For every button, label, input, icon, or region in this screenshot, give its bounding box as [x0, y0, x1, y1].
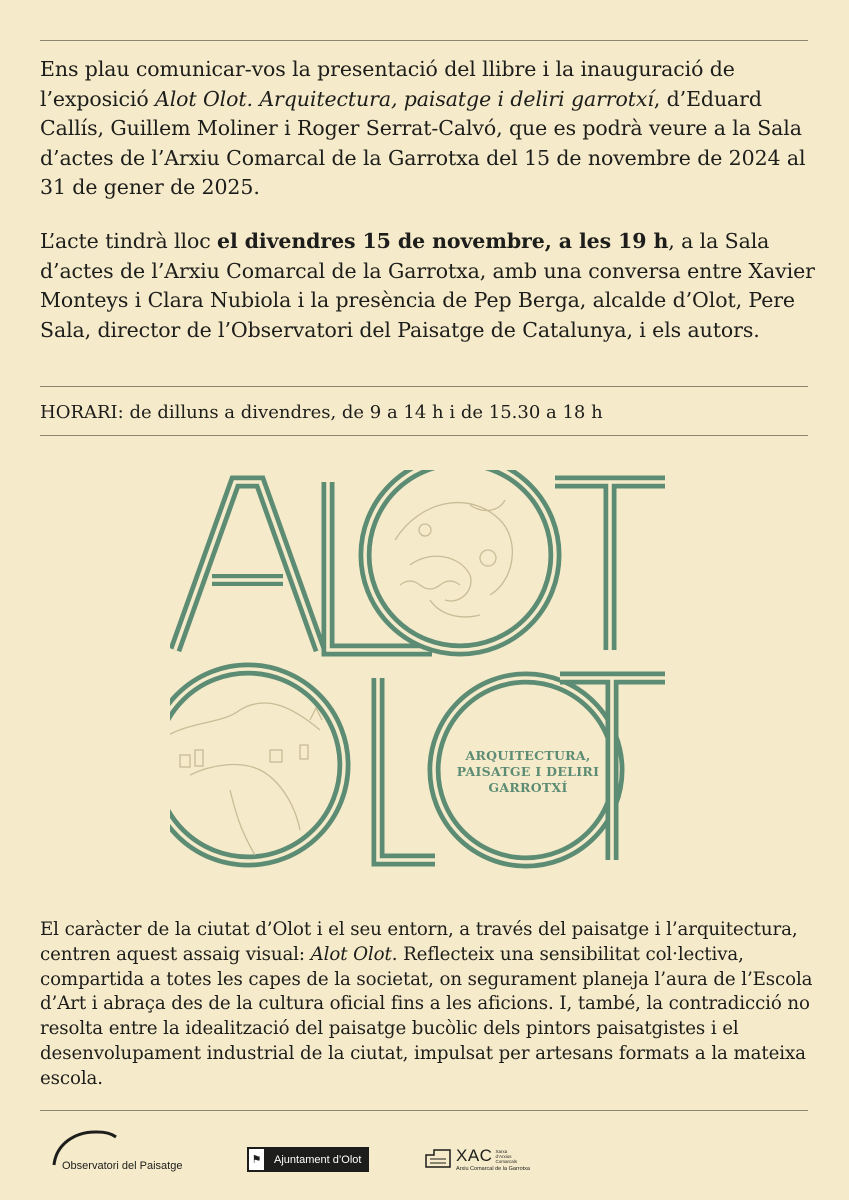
xac-subtitle: Arxiu Comarcal de la Garrotxa — [456, 1166, 530, 1172]
schedule-text: : de dilluns a divendres, de 9 a 14 h i de 15.30 a 18 h — [117, 402, 603, 423]
description-text-2: . Reflecteix una sensibilitat col·lectiva, compartida a totes les capes de la societat, on segurament planeja l’aura de l’Escola d’Art i abraça des de la cultura oficial fins a les aficions. I, també, la contradicció no resolta entre la idealització del paisatge bucòlic dels pintors paisatgistes i el desenvolupament industrial de la ciutat, impulsat per artesans formats a la mateixa escola. — [40, 943, 813, 1089]
subtitle-line-1: ARQUITECTURA, — [465, 748, 591, 763]
ornament-drawing — [395, 500, 512, 617]
archive-box-icon — [424, 1147, 452, 1171]
xac-small-line-2: d’Arxius — [495, 1153, 512, 1159]
schedule — [40, 400, 603, 426]
xac-small-line-1: Xarxa — [495, 1148, 508, 1154]
logo-subtitle — [448, 748, 608, 796]
subtitle-line-2: PAISATGE I DELIRI — [456, 764, 600, 779]
event-text-1: L’acte tindrà lloc — [40, 229, 218, 253]
event-date: el divendres 15 de novembre, a les 19 h — [217, 229, 669, 253]
logo-letter-o-top — [365, 470, 555, 650]
rule-4 — [40, 1110, 808, 1111]
logo-letter-a — [175, 482, 320, 650]
ajuntament-label: Ajuntament d’Olot — [274, 1153, 362, 1166]
landscape-drawing — [170, 703, 322, 855]
rule-3 — [40, 435, 808, 436]
top-rule — [40, 40, 808, 41]
intro-text-2: , d’Eduard Callís, Guillem Moliner i Roger Serrat-Calvó, que es podrà veure a la Sala d’actes de l’Arxiu Comarcal de la Garrotxa del 15 de novembre de 2024 al 31 de gener de 2025. — [40, 86, 806, 199]
shield-icon: ⚑ — [247, 1147, 266, 1172]
rule-2 — [40, 386, 808, 387]
description-text-1: El caràcter de la ciutat d’Olot i el seu entorn, a través del paisatge i l’arquitectura, centren aquest assaig visual: — [40, 919, 798, 965]
logo-letter-t-top — [555, 482, 665, 650]
book-title: Alot Olot. Arquitectura, paisatge i deliri garrotxí — [155, 86, 654, 111]
logo-letter-o-bottom-left — [170, 669, 344, 861]
xac-logo — [424, 1146, 550, 1172]
intro-text-1: Ens plau comunicar-vos la presentació del llibre i la inauguració de l’exposició — [40, 57, 735, 111]
description-title: Alot Olot — [310, 943, 392, 965]
event-text-2: , a la Sala d’actes de l’Arxiu Comarcal de la Garrotxa, amb una conversa entre Xavier Monteys i Clara Nubiola i la presència de Pep Berga, alcalde d’Olot, Pere Sala, director de l’Observatori del Paisatge de Catalunya, i els autors. — [40, 229, 815, 342]
xac-small-line-3: Comarcals — [495, 1158, 517, 1164]
subtitle-line-3: GARROTXÍ — [488, 780, 568, 795]
alot-olot-logo — [170, 470, 670, 870]
logo-letter-l-bottom — [378, 678, 435, 860]
intro-paragraph — [40, 55, 815, 203]
observatori-label: Observatori del Paisatge — [62, 1160, 183, 1172]
description-paragraph — [40, 918, 815, 1092]
xac-small-text — [495, 1149, 550, 1164]
event-paragraph — [40, 227, 815, 345]
ajuntament-logo — [247, 1147, 369, 1172]
schedule-label: HORARI — [40, 402, 118, 423]
xac-label: XAC — [456, 1146, 493, 1165]
